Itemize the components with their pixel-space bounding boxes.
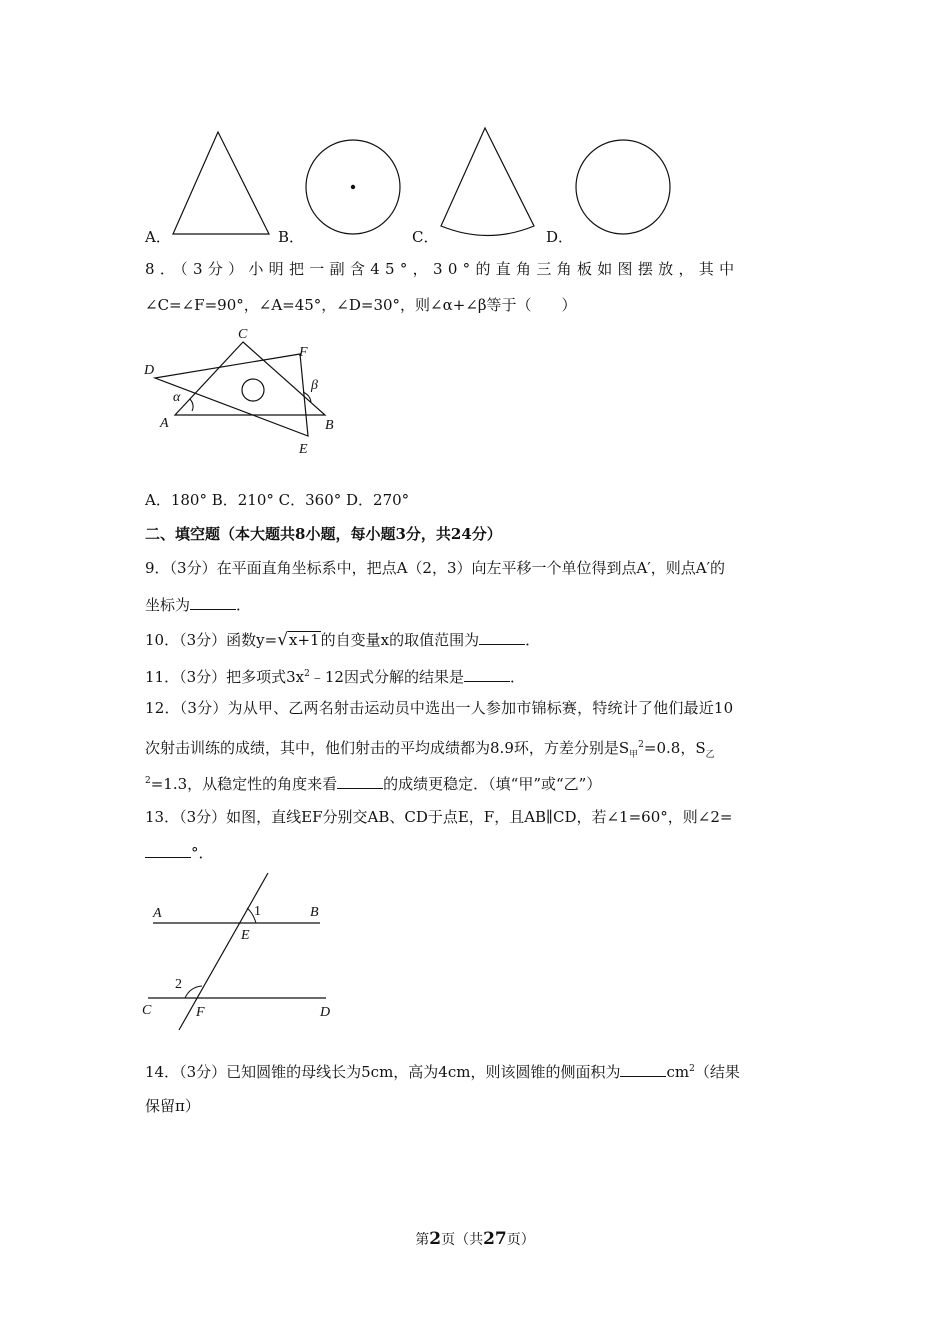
q11-sup: 2: [304, 669, 310, 679]
q12-line3-post: 的成绩更稳定．（填“甲”或“乙”）: [383, 775, 602, 793]
option-a-triangle: [173, 132, 269, 234]
q13-line2: [145, 843, 214, 863]
label-e: E: [241, 928, 250, 943]
option-d-circle: [576, 140, 670, 234]
q11-end: ．: [509, 668, 525, 686]
footer-mid: 页（共: [441, 1232, 484, 1248]
option-c-label: C．: [412, 228, 439, 246]
label-e: E: [299, 442, 308, 457]
section2-heading: 二、填空题（本大题共8小题，每小题3分，共24分）: [145, 525, 502, 543]
label-1: 1: [254, 904, 261, 919]
q10-line: [145, 630, 540, 650]
q10-radicand: x+1: [289, 631, 320, 649]
alpha-arc: [190, 399, 193, 411]
label-a: A: [160, 416, 169, 431]
label-f: F: [196, 1005, 205, 1020]
option-d-label: D．: [546, 228, 574, 246]
page-footer: [0, 1229, 950, 1249]
q13-line1: 13．（3分）如图，直线EF分别交AB、CD于点E，F，且AB∥CD，若∠1=60°，则∠2=: [145, 808, 733, 826]
q13-line2-end: °．: [191, 844, 214, 862]
q12-line1: 12．（3分）为从甲、乙两名射击运动员中选出一人参加市锦标赛，特统计了他们最近10: [145, 699, 734, 717]
label-a: A: [153, 906, 162, 921]
q9-answer-blank[interactable]: [190, 595, 236, 610]
option-c-sector: [441, 128, 534, 236]
q12-sub-jia: 甲: [629, 750, 639, 760]
q9-line2: [145, 595, 251, 615]
line-ef: [179, 873, 268, 1030]
q12-line2-mid: =0.8，S: [643, 739, 706, 757]
footer-post: 页）: [506, 1232, 535, 1248]
label-c: C: [142, 1003, 152, 1018]
q9-line2-pre: 坐标为: [145, 596, 191, 614]
q11-post: ﹣12因式分解的结果是: [309, 668, 464, 686]
q12-line2: [145, 735, 715, 765]
footer-pre: 第: [415, 1232, 430, 1248]
q14-sup: 2: [689, 1064, 695, 1074]
q12-sup1: 2: [638, 740, 644, 750]
q12-line3-pre: =1.3，从稳定性的角度来看: [150, 775, 338, 793]
label-d: D: [144, 363, 155, 378]
q14-unit: cm: [666, 1063, 690, 1081]
q10-pre: 10．（3分）函数y=: [145, 631, 278, 649]
q11-pre: 11．（3分）把多项式3x: [145, 668, 305, 686]
q8-answers: A．180° B．210° C．360° D．270°: [145, 491, 410, 509]
q14-line1-pre: 14．（3分）已知圆锥的母线长为5cm，高为4cm，则该圆锥的侧面积为: [145, 1063, 621, 1081]
option-b-label: B．: [278, 228, 305, 246]
q13-figure: [140, 868, 340, 1033]
small-circle: [242, 379, 264, 401]
option-a-label: A．: [145, 228, 171, 246]
q14-line1-post: （结果: [694, 1063, 740, 1081]
label-beta: β: [311, 378, 318, 393]
q11-answer-blank[interactable]: [464, 667, 510, 682]
q12-answer-blank[interactable]: [337, 774, 383, 789]
label-alpha: α: [173, 390, 181, 405]
q10-post: 的自变量x的取值范围为: [320, 631, 480, 649]
q12-sub-yi: 乙: [705, 750, 715, 760]
q14-line1: [145, 1059, 740, 1082]
option-b-center-dot: [351, 185, 355, 189]
q8-line1: 8．（3分）小明把一副含45°，30°的直角三角板如图摆放，其中: [145, 260, 740, 278]
sqrt-sign: √: [277, 630, 289, 650]
q10-answer-blank[interactable]: [479, 630, 525, 645]
q12-line2-pre: 次射击训练的成绩，其中，他们射击的平均成绩都为8.9环，方差分别是S: [145, 739, 630, 757]
q12-sup2: 2: [145, 776, 151, 786]
q9-line2-post: ．: [236, 596, 252, 614]
q12-line3: [145, 771, 601, 794]
footer-total-pages: 27: [483, 1229, 507, 1249]
angle-2-arc: [185, 986, 202, 998]
q14-line2: 保留π）: [145, 1097, 200, 1115]
q9-line1: 9．（3分）在平面直角坐标系中，把点A（2，3）向左平移一个单位得到点A′，则点A′的: [145, 559, 725, 577]
label-2: 2: [175, 977, 182, 992]
label-f: F: [299, 345, 308, 360]
q14-answer-blank[interactable]: [620, 1062, 666, 1077]
label-c: C: [238, 327, 248, 342]
q10-end: ．: [525, 631, 541, 649]
footer-page-number: 2: [429, 1229, 442, 1249]
label-b: B: [310, 905, 319, 920]
q11-line: [145, 664, 525, 687]
q8-line2: ∠C=∠F=90°，∠A=45°，∠D=30°，则∠α+∠β等于（ ）: [145, 296, 577, 314]
q8-figure: [140, 322, 340, 462]
label-d: D: [320, 1005, 331, 1020]
q13-answer-blank[interactable]: [145, 843, 191, 858]
label-b: B: [325, 418, 334, 433]
